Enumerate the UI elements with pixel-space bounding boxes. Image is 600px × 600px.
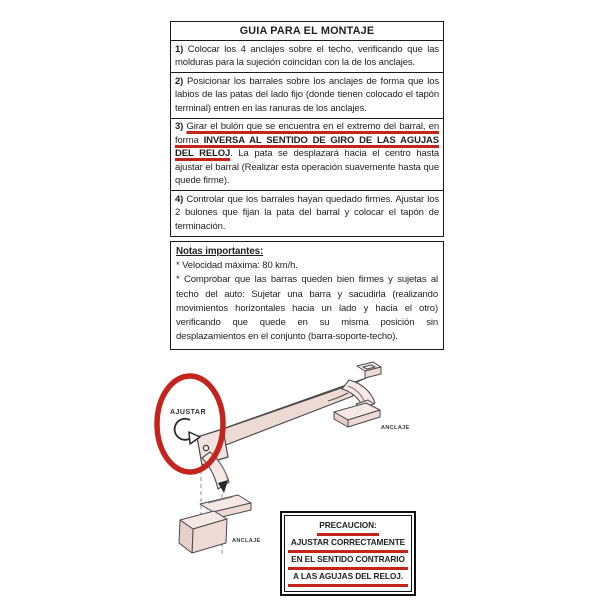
guide-table bbox=[170, 21, 444, 237]
step-4-number: 4) bbox=[175, 193, 184, 205]
guide-step-1 bbox=[171, 40, 443, 72]
step-2-text: Posicionar los barrales sobre los anclajes de forma que los labios de las patas del lado fijo (donde tienen colocado el tapón terminal) entren en las ranuras de los anclajes. bbox=[175, 75, 439, 114]
caution-line-3: A LAS AGUJAS DEL RELOJ. bbox=[288, 570, 408, 587]
left-anchor-assembly bbox=[179, 495, 251, 553]
step-2-number: 2) bbox=[175, 75, 184, 87]
step-3-rest-text: . La pata se desplazará hacia el centro hasta ajustar el barral (Realizar esta operación suavemente hasta que quede firme). bbox=[175, 148, 439, 186]
caution-heading: PRECAUCION: bbox=[317, 519, 378, 536]
step-3-underline-bold: INVERSA AL SENTIDO DE GIRO DE LAS AGUJAS DEL RELOJ bbox=[175, 134, 439, 159]
guide-title: GUIA PARA EL MONTAJE bbox=[239, 24, 375, 37]
step-3-number: 3) bbox=[175, 121, 184, 132]
notes-heading: Notas importantes: bbox=[176, 246, 264, 257]
guide-step-2 bbox=[171, 72, 443, 118]
caution-line-2: EN EL SENTIDO CONTRARIO bbox=[288, 553, 408, 570]
step-1-number: 1) bbox=[175, 43, 184, 55]
caution-box-inner bbox=[284, 515, 412, 592]
note-item-speed: * Velocidad máxima: 80 km/h. bbox=[176, 260, 298, 272]
caution-box bbox=[280, 511, 416, 596]
step-1-text: Colocar los 4 anclajes sobre el techo, verificando que las molduras para la sujeción coincidan con la de los anclajes. bbox=[175, 43, 439, 68]
right-anchor-plate bbox=[334, 400, 380, 427]
adjust-label: AJUSTAR bbox=[169, 409, 207, 416]
anchor-label-right: ANCLAJE bbox=[381, 425, 410, 431]
bolt-hole bbox=[203, 445, 208, 450]
rotate-counterclockwise-icon bbox=[175, 419, 200, 444]
note-item-check: * Comprobar que las barras queden bien firmes y sujetas al techo del auto: Sujetar una barra y sacudirla (realizando movimientos horizontales hacia un lado y hacia el otro) verificando que quede en su misma posición sin desplazamientos en el conjunto (barra-soporte-techo). bbox=[176, 274, 438, 343]
adjust-highlight-ellipse bbox=[157, 376, 223, 472]
step-4-text: Controlar que los barrales hayan quedado firmes. Ajustar los 2 bulones que fijan la pata del barral y colocar el tapón de terminación. bbox=[175, 193, 439, 232]
important-notes-box bbox=[170, 241, 444, 350]
end-cap bbox=[357, 362, 381, 378]
caution-line-1: AJUSTAR CORRECTAMENTE bbox=[288, 536, 408, 553]
guide-step-4 bbox=[171, 190, 443, 236]
guide-step-3 bbox=[171, 118, 443, 191]
anchor-label-left: ANCLAJE bbox=[232, 538, 261, 544]
step-3-underline-plain: Girar el bulón que se encuentra en el extremo del barral, en forma bbox=[175, 121, 439, 146]
